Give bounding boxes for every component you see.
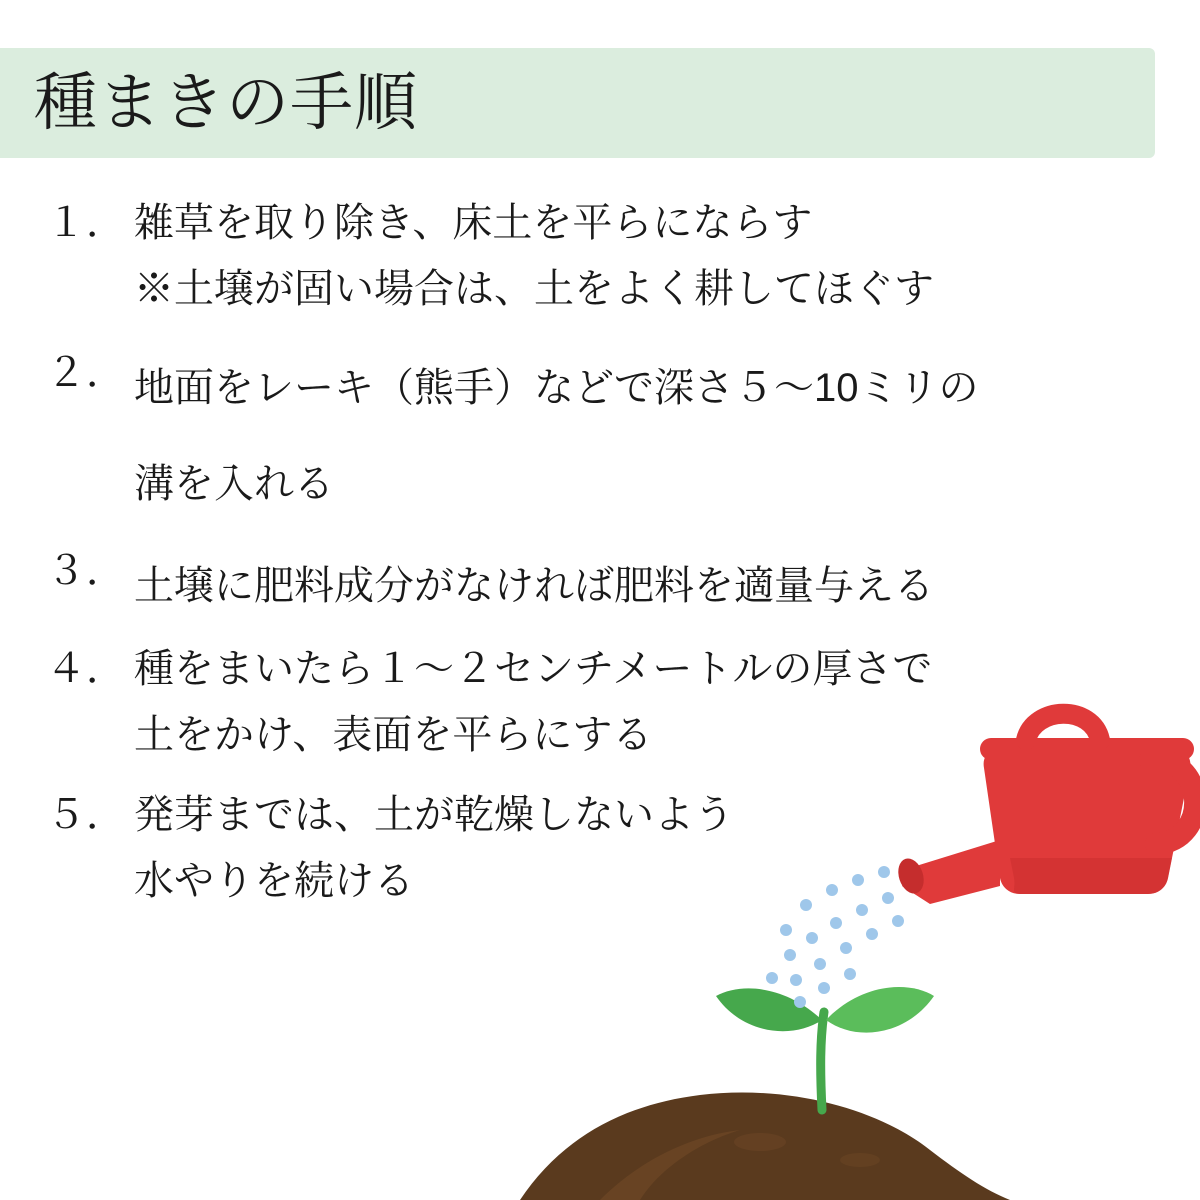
page-title-banner	[0, 48, 1155, 158]
soil-mound-icon	[520, 1092, 1010, 1200]
step-number: ２．	[46, 351, 126, 395]
step-number: ３．	[46, 549, 126, 593]
steps-list	[46, 190, 1146, 928]
step-body	[134, 782, 1146, 914]
step-line-note: ※土壌が固い場合は、土をよく耕してほぐす	[134, 267, 934, 311]
step-number: ４．	[46, 647, 126, 691]
step-line: 土をかけ、表面を平らにする	[134, 713, 653, 757]
step-body	[134, 190, 1146, 322]
list-item	[46, 782, 1146, 914]
step-line: 発芽までは、土が乾燥しないよう	[134, 793, 734, 837]
list-item	[46, 340, 1146, 532]
step-line: 種をまいたら１〜２センチメートルの厚さで	[134, 647, 933, 691]
step-line: 地面をレーキ（熊手）などで深さ５〜10ミリの	[134, 366, 979, 410]
step-line: 雑草を取り除き、床土を平らにならす	[134, 201, 813, 245]
step-body	[134, 538, 1146, 634]
step-number: １．	[46, 201, 126, 245]
step-line: 溝を入れる	[134, 462, 334, 506]
step-body	[134, 636, 1146, 768]
list-item	[46, 636, 1146, 768]
step-line: 土壌に肥料成分がなければ肥料を適量与える	[134, 564, 934, 608]
step-number: ５．	[46, 793, 126, 837]
page-title: 種まきの手順	[34, 67, 418, 138]
list-item	[46, 538, 1146, 634]
sprout-icon	[716, 987, 934, 1110]
list-item	[46, 190, 1146, 322]
step-body	[134, 340, 1146, 532]
step-line: 水やりを続ける	[134, 859, 414, 903]
